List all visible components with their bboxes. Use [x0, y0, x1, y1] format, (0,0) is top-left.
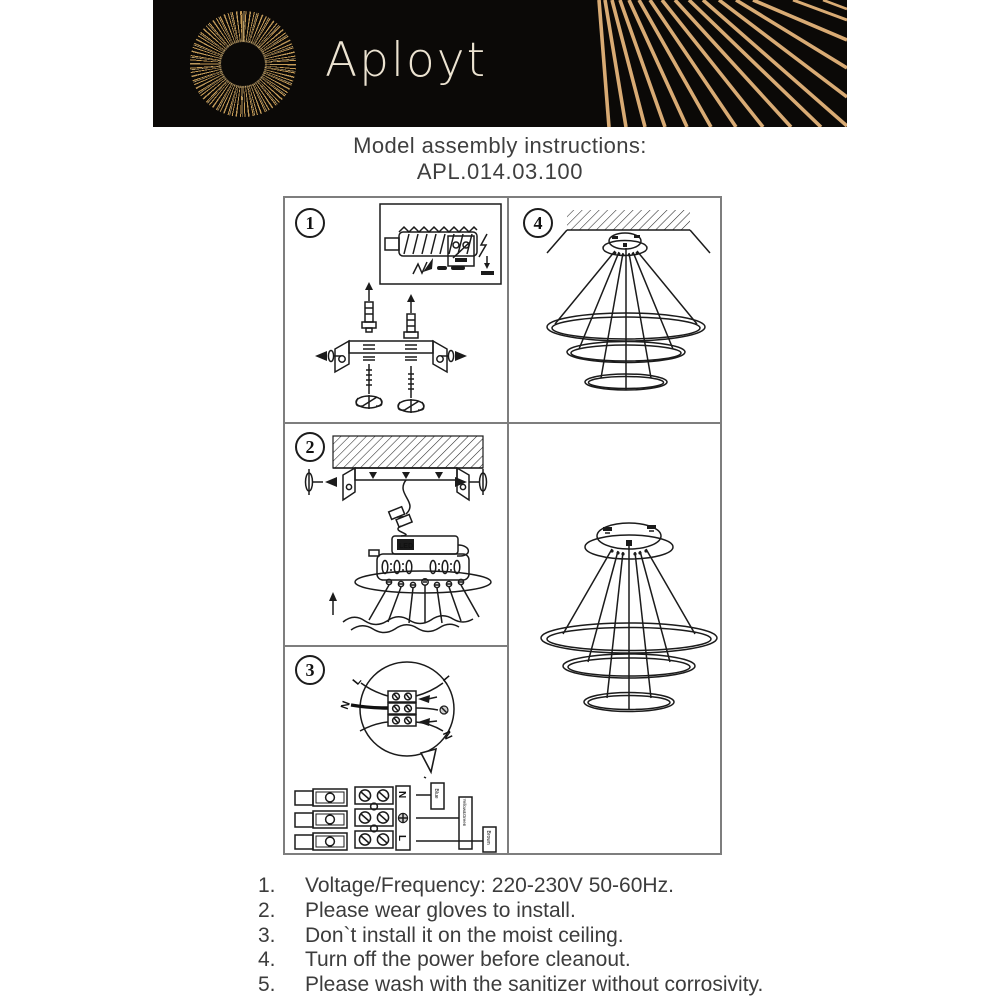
- finished-fixture-panel: [509, 424, 720, 853]
- terminal-live-label: L: [396, 835, 407, 842]
- step1-panel: [285, 198, 507, 422]
- note-text: Turn off the power before cleanout.: [305, 948, 631, 972]
- step2-number: 2: [305, 436, 315, 457]
- step3-number: 3: [305, 659, 315, 680]
- brand-name: Aployt: [325, 33, 488, 88]
- model-number: APL.014.03.100: [416, 159, 584, 184]
- note-row: [258, 899, 763, 924]
- wire-tag-blue: Blue: [433, 788, 439, 799]
- balloon-live-left-label: L: [350, 674, 365, 688]
- note-row: [258, 948, 763, 973]
- step4-panel: [509, 198, 720, 422]
- gold-rays-icon: [547, 0, 847, 127]
- note-number: 4.: [258, 948, 276, 972]
- wire-tag-brown: Brown: [485, 830, 491, 845]
- step3-badge: [295, 655, 325, 685]
- starburst-logo-icon: [190, 11, 296, 117]
- step3-panel: [285, 647, 507, 853]
- note-number: 2.: [258, 898, 276, 922]
- wire-tag-earth: Yellow&Green: [462, 798, 467, 827]
- step4-number: 4: [533, 212, 543, 233]
- step2-panel: [285, 424, 507, 645]
- finished-fixture-diagram: [509, 424, 720, 853]
- balloon-neutral-left-label: N: [338, 699, 353, 712]
- note-text: Please wear gloves to install.: [305, 898, 576, 922]
- note-text: Don`t install it on the moist ceiling.: [305, 923, 624, 947]
- terminal-neutral-label: N: [396, 791, 407, 799]
- safety-notes-list: [258, 874, 763, 998]
- document-title: [0, 133, 1000, 184]
- step4-badge: [523, 208, 553, 238]
- step2-badge: [295, 432, 325, 462]
- balloon-neutral-right-label: N: [439, 729, 455, 742]
- note-text: Voltage/Frequency: 220-230V 50-60Hz.: [305, 874, 674, 897]
- led-driver-label: LED: [399, 543, 413, 550]
- note-number: 3.: [258, 923, 276, 947]
- note-text: Please wash with the sanitizer without corrosivity.: [305, 973, 764, 997]
- note-number: 1.: [258, 874, 276, 897]
- step1-badge: [295, 208, 325, 238]
- brand-header: [153, 0, 847, 127]
- note-row: [258, 874, 763, 899]
- note-row: [258, 973, 763, 998]
- step1-number: 1: [305, 212, 315, 233]
- balloon-live-right-label: L: [440, 673, 454, 687]
- assembly-steps-grid: [283, 196, 722, 855]
- note-number: 5.: [258, 973, 276, 997]
- note-row: [258, 924, 763, 949]
- title-line: Model assembly instructions:: [353, 133, 647, 158]
